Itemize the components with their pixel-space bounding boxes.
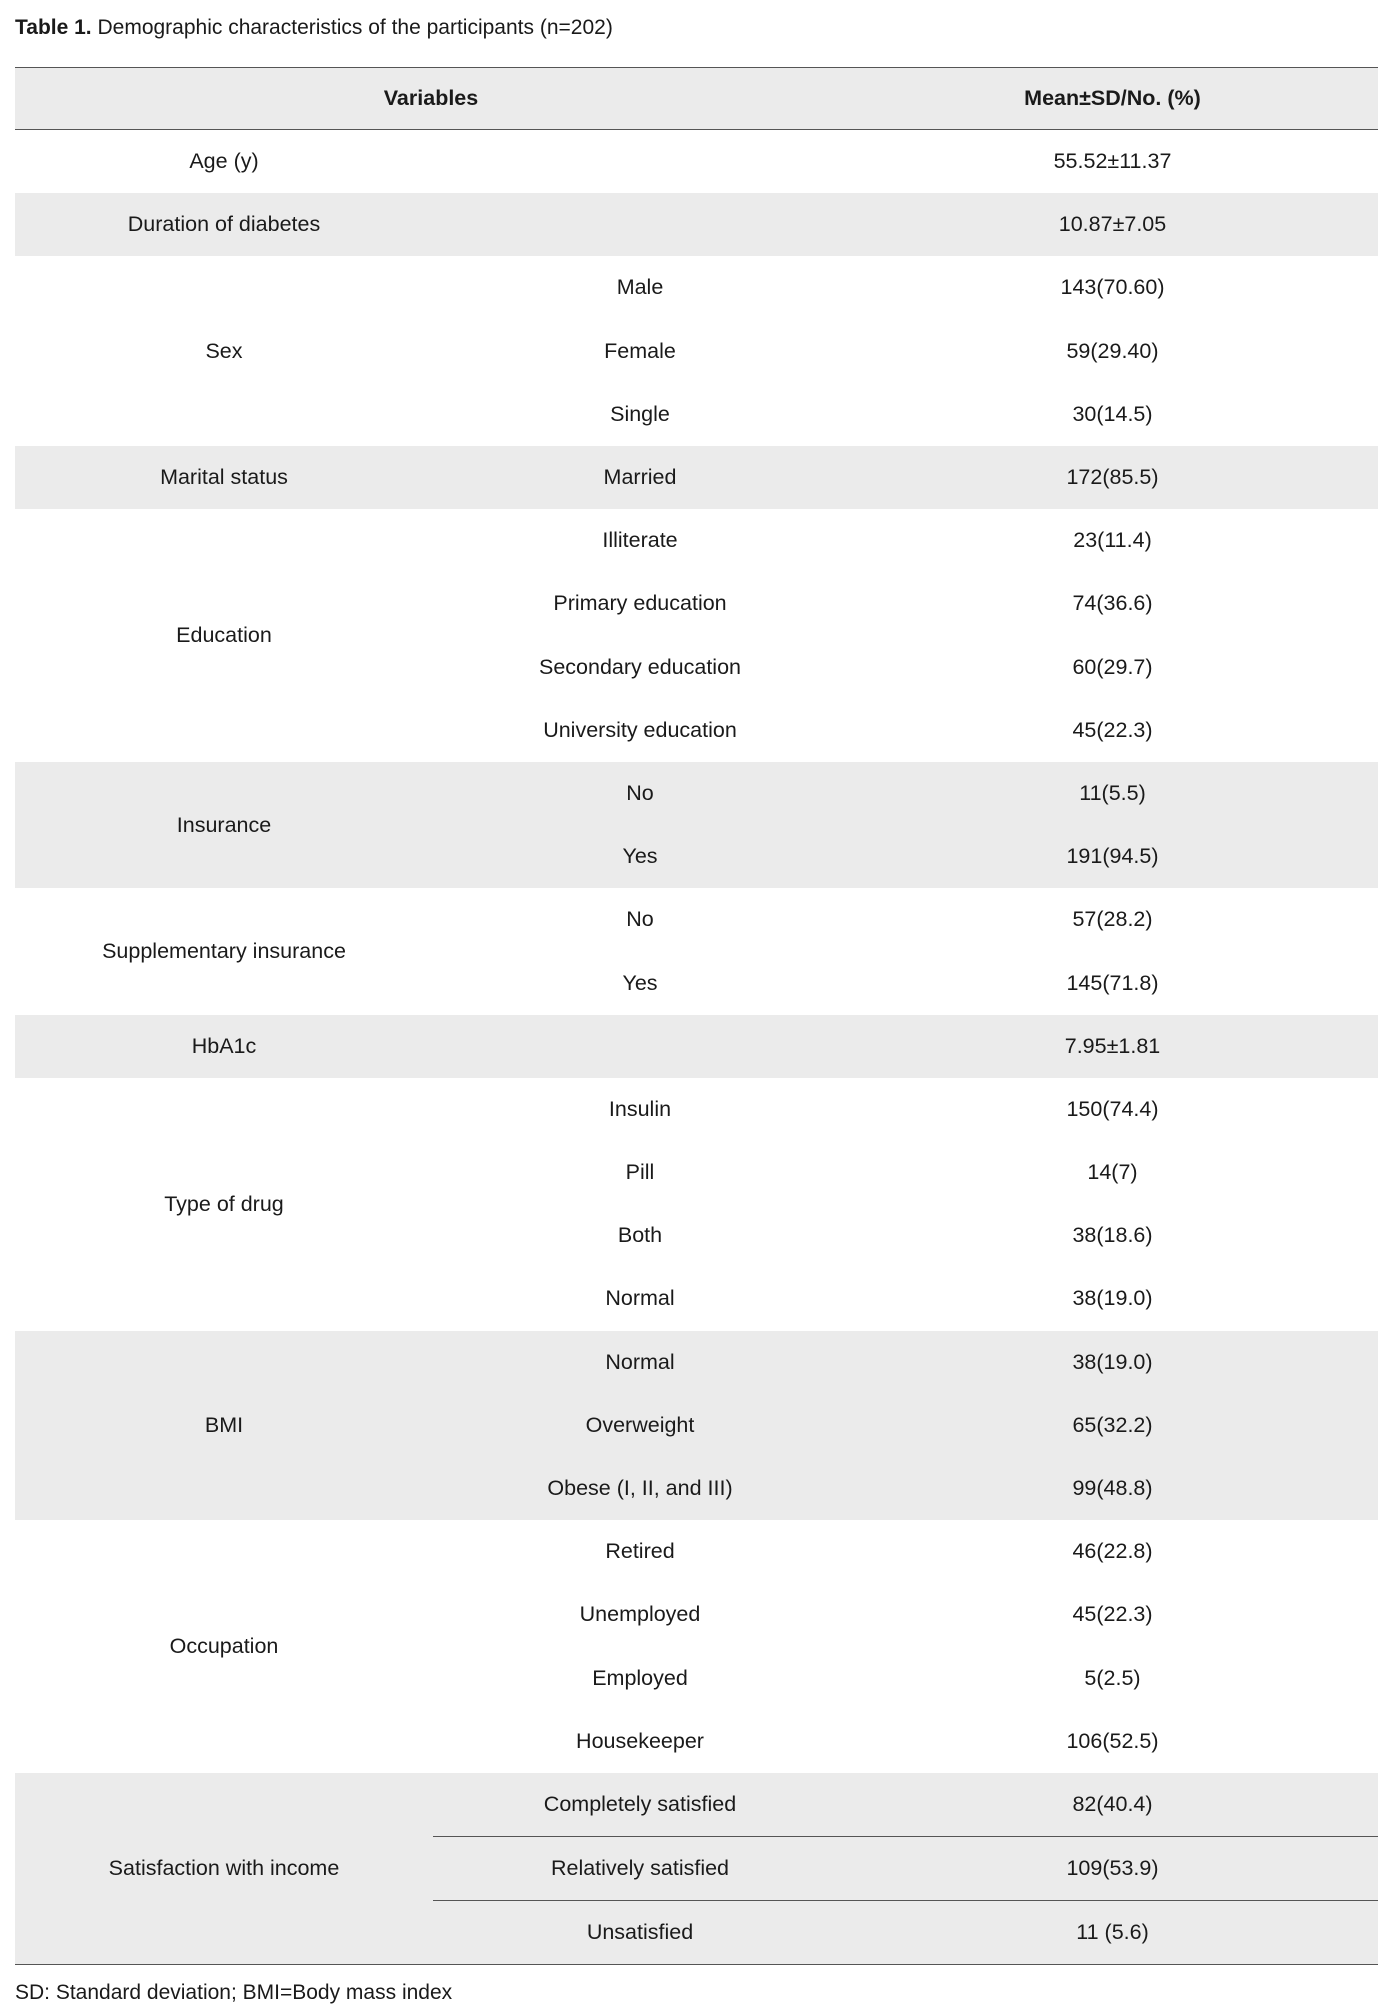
variable-cell: Duration of diabetes [15, 193, 433, 256]
category-cell: Illiterate [602, 528, 678, 553]
variable-cell: Type of drug [164, 1191, 284, 1216]
table-row [15, 888, 1378, 951]
value-cell: 145(71.8) [1066, 970, 1159, 995]
value-cell: 23(11.4) [1073, 528, 1152, 553]
demographics-table [15, 67, 1378, 1965]
value-cell: 172(85.5) [847, 446, 1378, 509]
table-body [15, 130, 1378, 1965]
table-row [15, 1520, 1378, 1583]
variable-cell: Education [176, 623, 272, 647]
value-cell: 5(2.5) [1084, 1665, 1141, 1690]
variable-cell: Occupation [169, 1634, 279, 1658]
variable-cell: Satisfaction with income [15, 1773, 433, 1965]
table-row [15, 1331, 1378, 1394]
value-cell: 57(28.2) [1072, 907, 1153, 932]
variable-cell: HbA1c [15, 1015, 433, 1078]
value-cell: 60(29.7) [1072, 654, 1153, 679]
value-cell: 45(22.3) [1072, 1602, 1153, 1627]
value-cell: 46(22.8) [1072, 1539, 1153, 1564]
table-row [15, 130, 1378, 194]
category-cell: Relatively satisfied [433, 1837, 847, 1901]
table-row [15, 509, 1378, 572]
category-cell: Unsatisfied [433, 1901, 847, 1965]
table-row [15, 762, 1378, 825]
table-row [15, 1773, 1378, 1837]
category-cell: Normal [605, 1286, 675, 1311]
table-caption-text: Demographic characteristics of the participants (n=202) [91, 16, 613, 39]
value-cell: 38(18.6) [1072, 1223, 1153, 1248]
category-cell: Pill [625, 1160, 655, 1185]
value-cell: 45(22.3) [1072, 717, 1153, 742]
category-cell: Overweight [433, 1394, 847, 1457]
value-cell: 59(29.40) [1066, 338, 1159, 363]
table-caption [15, 14, 613, 42]
category-cell: Secondary education [538, 654, 741, 679]
header-mean-sd: Mean±SD/No. (%) [847, 68, 1378, 130]
category-cell: Insulin [608, 1096, 672, 1121]
value-cell: 191(94.5) [847, 825, 1378, 888]
category-cell [433, 193, 847, 256]
variable-cell: Sex [205, 338, 243, 363]
value-cell: 10.87±7.05 [847, 193, 1378, 256]
category-cell: Obese (I, II, and III) [433, 1457, 847, 1520]
value-cell: 11(5.5) [847, 762, 1378, 825]
header-variables: Variables [15, 68, 847, 130]
variable-cell: Insurance [15, 762, 433, 888]
category-cell [433, 130, 847, 194]
value-cell: 74(36.6) [1072, 591, 1153, 616]
category-cell: Employed [592, 1665, 688, 1690]
category-cell: Completely satisfied [433, 1773, 847, 1837]
category-cell [433, 1015, 847, 1078]
category-cell: No [433, 762, 847, 825]
table-footnote: SD: Standard deviation; BMI=Body mass index [15, 1981, 453, 2004]
table-caption-label: Table 1. [15, 16, 92, 39]
value-cell: 38(19.0) [1072, 1286, 1153, 1311]
value-cell: 143(70.60) [1060, 275, 1165, 300]
value-cell: 11 (5.6) [847, 1901, 1378, 1965]
category-cell: Normal [433, 1331, 847, 1394]
value-cell: 106(52.5) [1066, 1728, 1159, 1753]
category-cell: Both [617, 1223, 663, 1248]
table-row [15, 193, 1378, 256]
category-cell: Unemployed [579, 1602, 701, 1627]
category-cell: University education [543, 717, 737, 742]
category-cell: Married [433, 446, 847, 509]
category-cell: Retired [605, 1539, 675, 1564]
category-cell: No [626, 907, 654, 932]
table-row [15, 256, 1378, 319]
value-cell: 55.52±11.37 [1053, 149, 1172, 174]
variable-cell: Marital status [15, 446, 433, 509]
value-cell: 30(14.5) [1072, 401, 1153, 426]
variable-cell: Supplementary insurance [102, 938, 346, 963]
category-cell: Male [616, 275, 664, 300]
variable-cell: BMI [15, 1331, 433, 1521]
value-cell: 82(40.4) [847, 1773, 1378, 1837]
table-row [15, 1015, 1378, 1078]
category-cell: Female [604, 338, 676, 363]
value-cell: 99(48.8) [847, 1457, 1378, 1520]
category-cell: Yes [622, 970, 658, 995]
category-cell: Primary education [553, 591, 727, 616]
value-cell: 150(74.4) [1066, 1096, 1159, 1121]
value-cell: 38(19.0) [847, 1331, 1378, 1394]
value-cell: 14(7) [1087, 1160, 1138, 1185]
value-cell: 7.95±1.81 [847, 1015, 1378, 1078]
category-cell: Housekeeper [576, 1728, 704, 1753]
table-row [15, 446, 1378, 509]
category-cell: Single [610, 401, 670, 426]
category-cell: Yes [433, 825, 847, 888]
table-row [15, 1078, 1378, 1141]
value-cell: 109(53.9) [847, 1837, 1378, 1901]
variable-cell: Age (y) [189, 149, 259, 174]
table-header-row [15, 68, 1378, 130]
value-cell: 65(32.2) [847, 1394, 1378, 1457]
